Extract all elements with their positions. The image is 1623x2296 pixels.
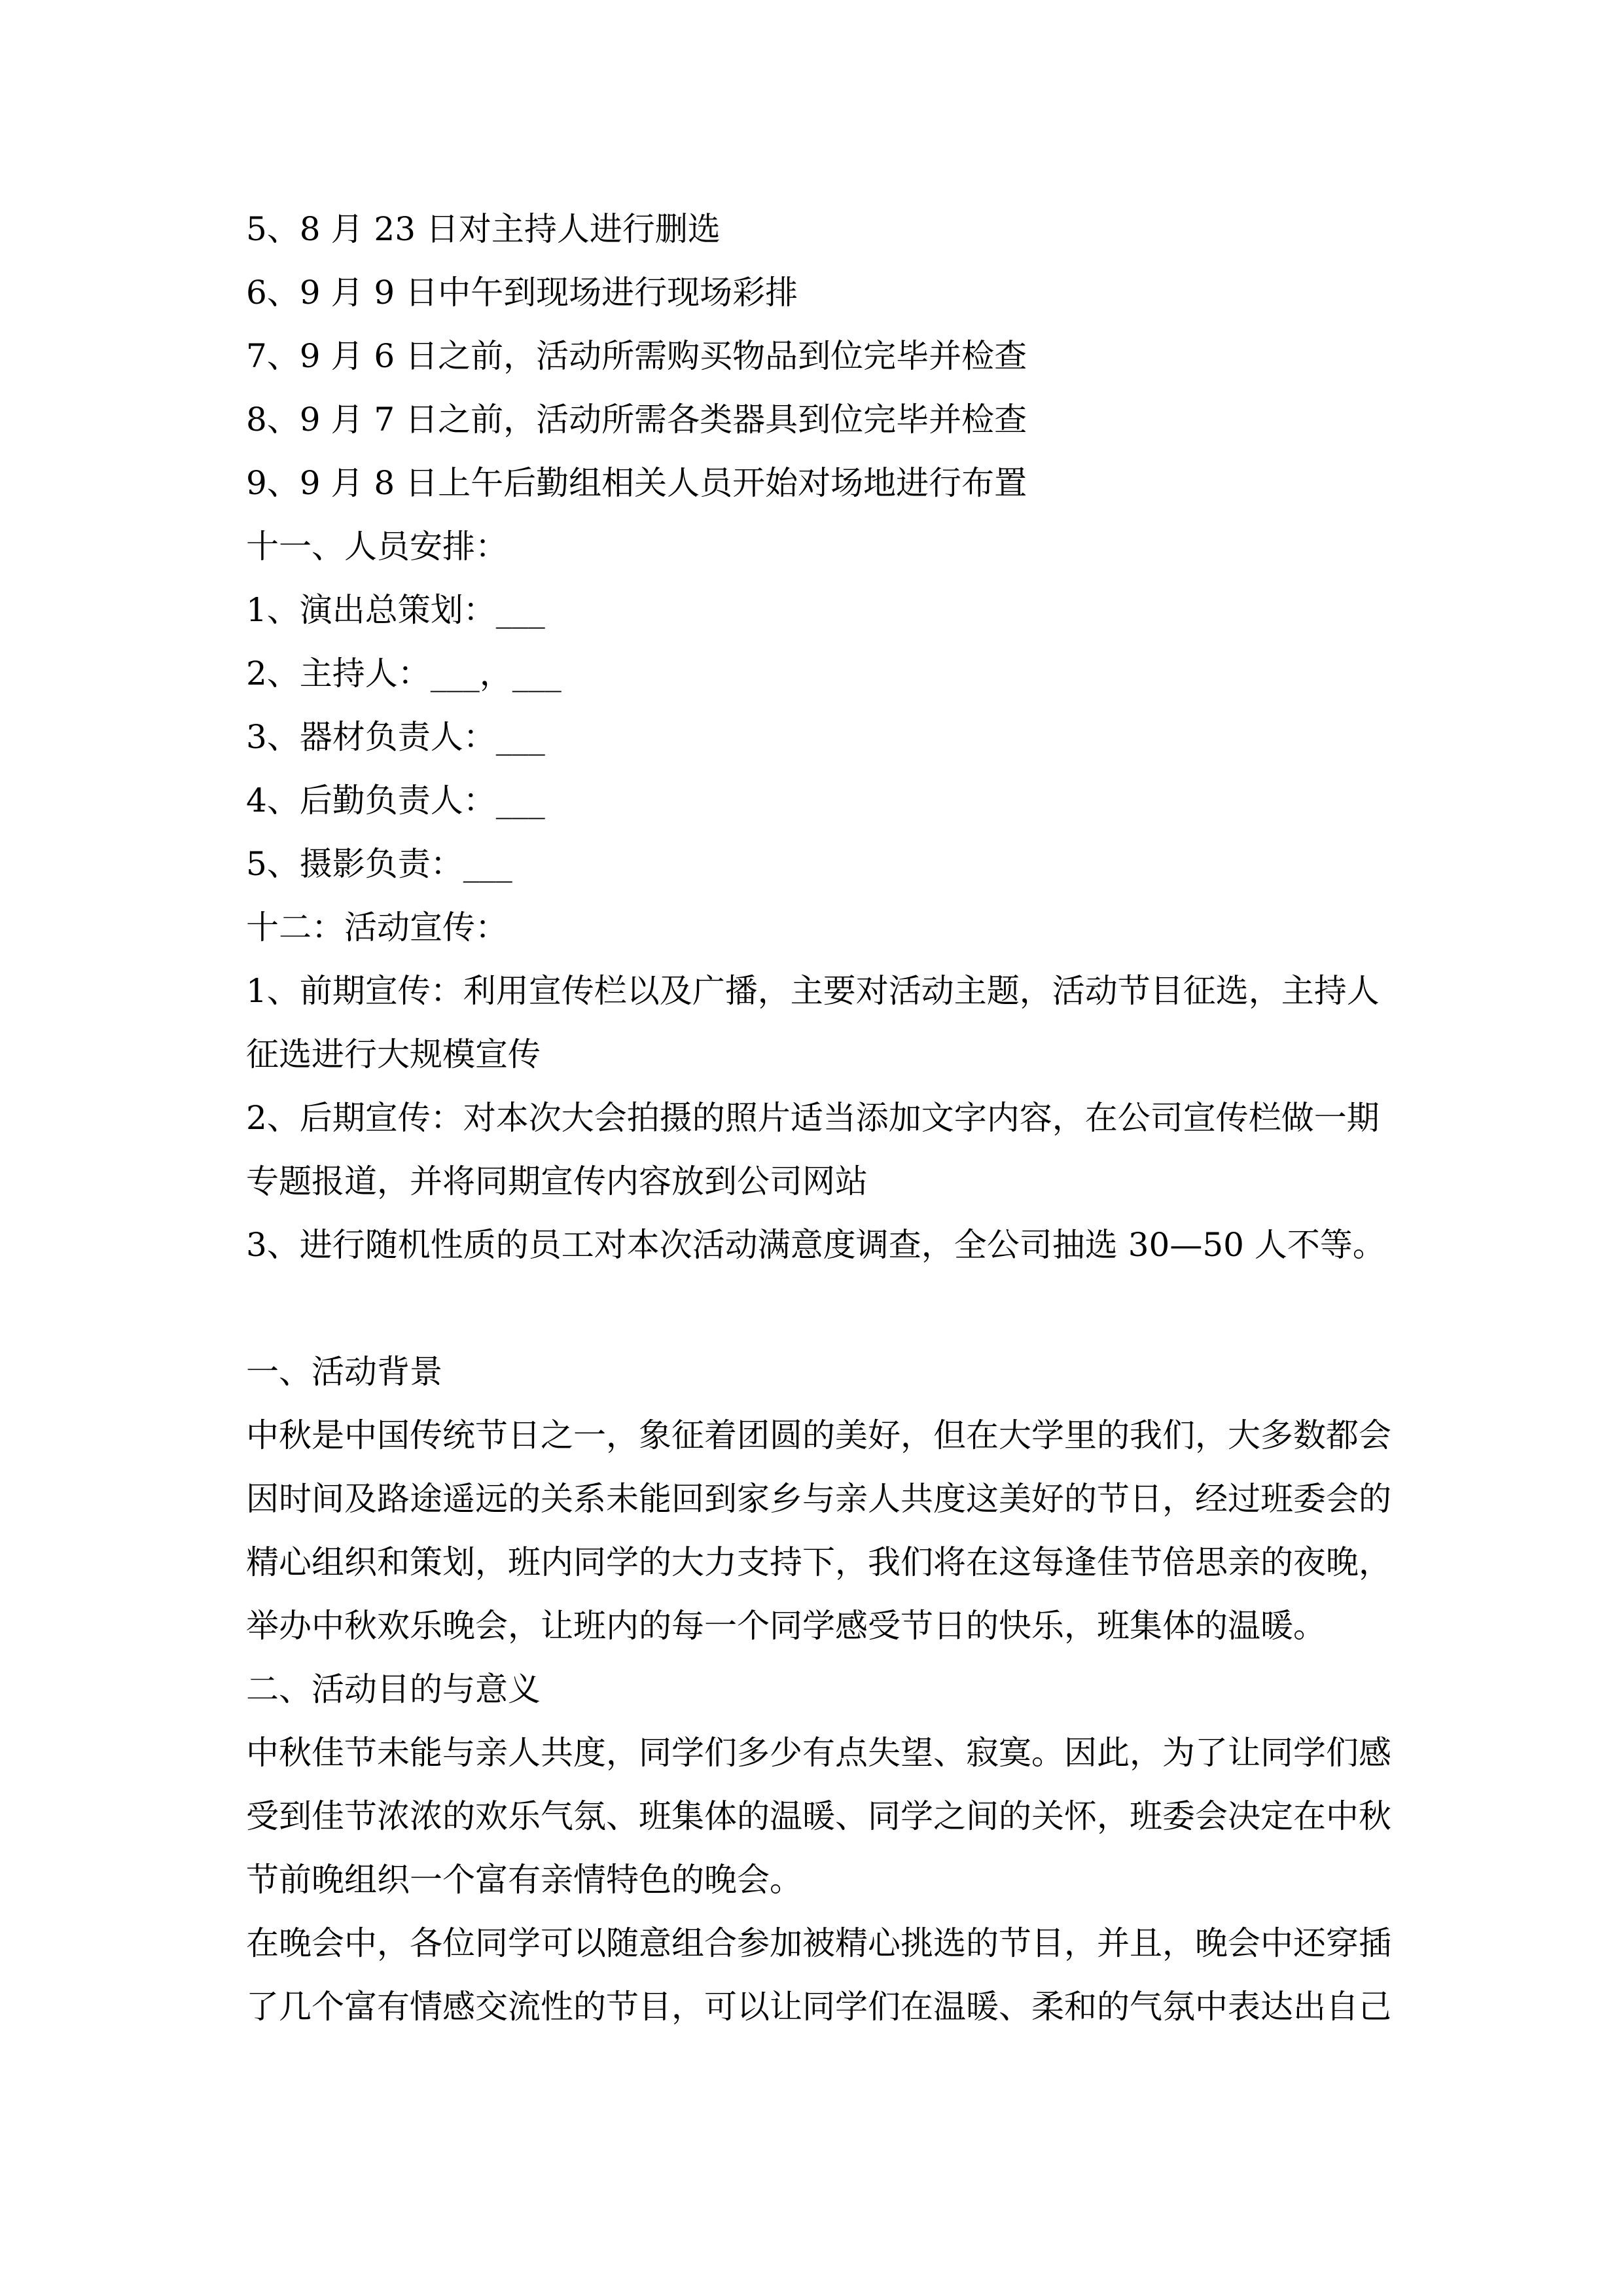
section-heading-publicity: 十二：活动宣传： [246,908,508,946]
document-body [246,198,1391,2039]
purpose-line: 受到佳节浓浓的欢乐气氛、班集体的温暖、同学之间的关怀，班委会决定在中秋 [246,1797,1391,1835]
section-heading-staff: 十一、人员安排： [246,528,508,565]
purpose-line: 中秋佳节未能与亲人共度，同学们多少有点失望、寂寞。因此，为了让同学们感 [246,1734,1391,1772]
background-line: 中秋是中国传统节日之一，象征着团圆的美好，但在大学里的我们，大多数都会 [246,1416,1391,1454]
purpose-line: 了几个富有情感交流性的节目，可以让同学们在温暖、柔和的气氛中表达出自己 [246,1988,1391,2026]
staff-item: 1、演出总策划：___ [246,591,545,629]
staff-item: 4、后勤负责人：___ [246,781,545,819]
section-heading-purpose: 二、活动目的与意义 [246,1670,541,1708]
publicity-line: 3、进行随机性质的员工对本次活动满意度调查，全公司抽选 30—50 人不等。 [246,1226,1385,1264]
schedule-item: 6、9 月 9 日中午到现场进行现场彩排 [246,274,798,312]
staff-item: 3、器材负责人：___ [246,718,545,756]
paragraph-gap [246,1277,1391,1340]
publicity-line: 征选进行大规模宣传 [246,1035,541,1073]
background-line: 举办中秋欢乐晚会，让班内的每一个同学感受节日的快乐，班集体的温暖。 [246,1607,1326,1645]
background-line: 因时间及路途遥远的关系未能回到家乡与亲人共度这美好的节日，经过班委会的 [246,1480,1391,1518]
schedule-item: 9、9 月 8 日上午后勤组相关人员开始对场地进行布置 [246,464,1027,502]
staff-item: 5、摄影负责：___ [246,845,512,883]
publicity-line: 1、前期宣传：利用宣传栏以及广播，主要对活动主题，活动节目征选，主持人 [246,972,1380,1010]
schedule-item: 8、9 月 7 日之前，活动所需各类器具到位完毕并检查 [246,401,1027,439]
schedule-item: 7、9 月 6 日之前，活动所需购买物品到位完毕并检查 [246,337,1027,375]
staff-item: 2、主持人：___，___ [246,655,562,692]
schedule-item: 5、8 月 23 日对主持人进行删选 [246,210,721,248]
purpose-line: 在晚会中，各位同学可以随意组合参加被精心挑选的节目，并且，晚会中还穿插 [246,1924,1391,1962]
publicity-line: 专题报道，并将同期宣传内容放到公司网站 [246,1162,868,1200]
section-heading-background: 一、活动背景 [246,1353,442,1391]
background-line: 精心组织和策划，班内同学的大力支持下，我们将在这每逢佳节倍思亲的夜晚， [246,1543,1391,1581]
purpose-line: 节前晚组织一个富有亲情特色的晚会。 [246,1861,802,1899]
publicity-line: 2、后期宣传：对本次大会拍摄的照片适当添加文字内容，在公司宣传栏做一期 [246,1099,1380,1137]
